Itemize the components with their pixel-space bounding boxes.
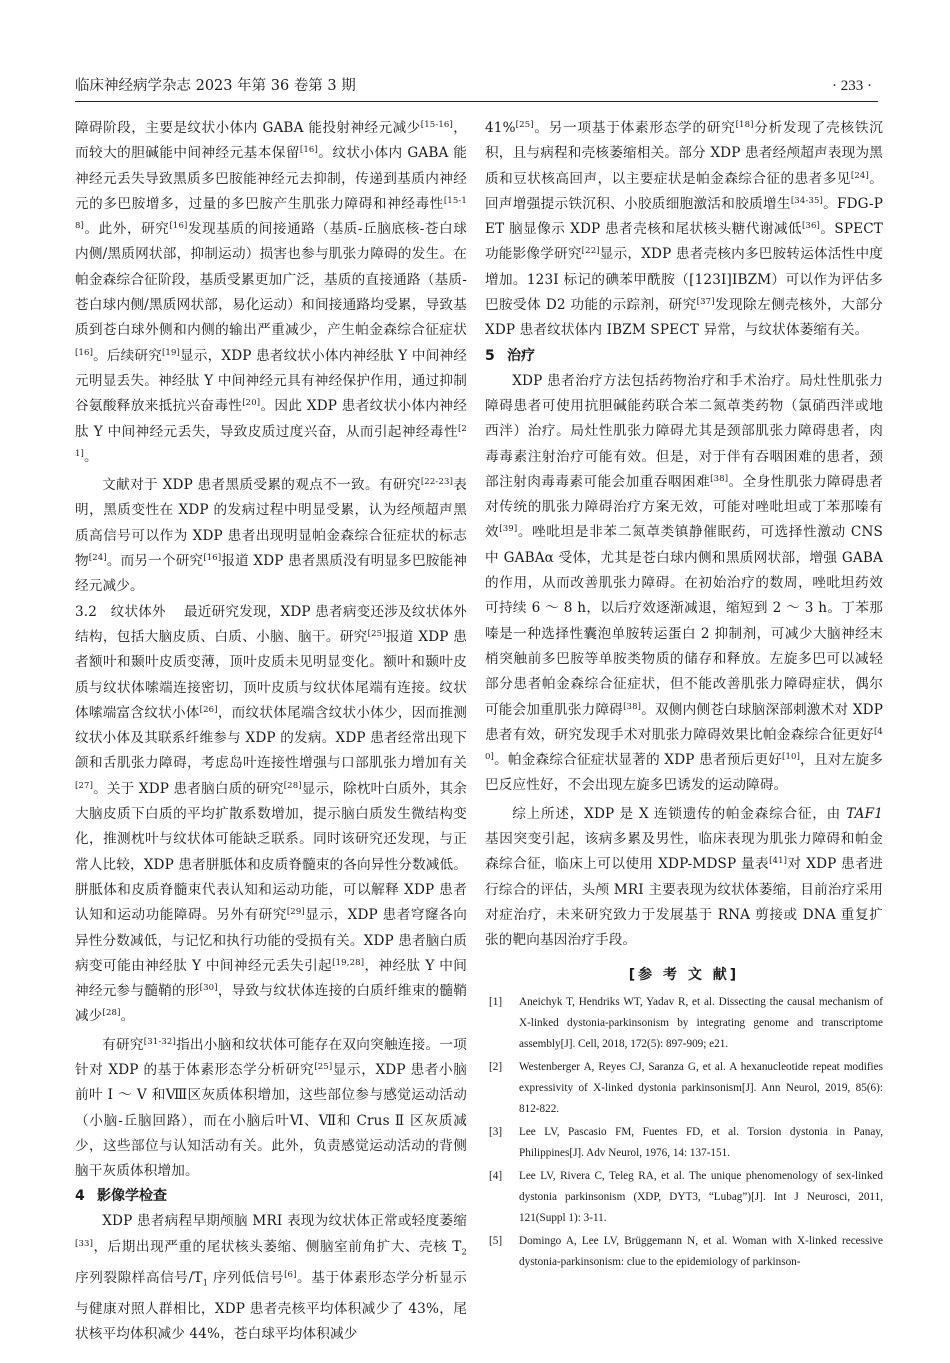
citation: [38] xyxy=(710,473,729,484)
reference-item: [3] Lee LV, Pascasio FM, Fuentes FD, et al. Torsion dystonia in Panay, Philippines[J]. Adv Neurol, 1976, 14: 137-151. xyxy=(489,1125,883,1159)
paragraph: XDP 患者病程早期颅脑 MRI 表现为纹状体正常或轻度萎缩[33]，后期出现严重的尾状核头萎缩、侧脑室前角扩大、壳核 $T_2$ 序列裂隙样高信号$/T_1$ 序列低信号[6]。基于体素形态学分析显示与健康对照人群相比，XDP 患者壳核平均体积减少了 43%，尾状核平均体积减少 44%，苍白球平均体积减少 xyxy=(75,1213,467,1343)
citation: [10] xyxy=(782,752,801,763)
citation: [25] xyxy=(515,120,534,130)
citation: [24] xyxy=(88,553,107,564)
citation: [38] xyxy=(623,701,642,712)
citation: [31-32] xyxy=(143,1036,176,1047)
paragraph: XDP 患者治疗方法包括药物治疗和手术治疗。局灶性肌张力障碍患者可使用抗胆碱能药联合苯二氮䓬类药物（氯硝西泮或地西泮）治疗。局灶性肌张力障碍尤其是颈部肌张力障碍患者，肉毒毒素注射治疗可能有效。但是，对于伴有吞咽困难的患者，颈部注射肉毒毒素可能会加重吞咽困难[38]。全身性肌张力障碍患者对传统的肌张力障碍治疗方案无效，可能对唑吡坦或丁苯那嗪有效[39]。唑吡坦是非苯二氮䓬类镇静催眠药，可选择性激动 CNS 中 GABAα 受体，尤其是苍白球内侧和黑质网状部，增强 GABA 的作用，从而改善肌张力障碍。在初始治疗的数周，唑吡坦药效可持续 6 ～ 8 h，以后疗效逐渐减退，缩短到 2 ～ 3 h。丁苯那嗪是一种选择性囊泡单胺转运蛋白 2 抑制剂，可减少大脑神经末梢突触前多巴胺等单胺类物质的储存和释放。左旋多巴可以减轻部分患者帕金森综合征症状，但不能改善肌张力障碍症状，偶尔可能会加重肌张力障碍[38]。双侧内侧苍白球脑深部刺激术对 XDP 患者有效，研究发现手术对肌张力障碍效果比帕金森综合征更好[40]。帕金森综合征症状显著的 XDP 患者预后更好[10]，且对左旋多巴反应性好，不会出现左旋多巴诱发的运动障碍。 xyxy=(485,372,883,794)
reference-item: [1] Aneichyk T, Hendriks WT, Yadav R, et al. Dissecting the causal mechanism of X-linked dystonia-parkinsonism by integrating genome and transcriptome assembly[J]. Cell, 2018, 172(5): 897-909; e21. xyxy=(489,995,883,1050)
citation: [26] xyxy=(199,704,218,715)
reference-list xyxy=(485,992,883,1273)
citation: [21] xyxy=(75,423,467,459)
citation: [20] xyxy=(242,398,261,409)
citation: [24] xyxy=(850,170,869,181)
citation: [40] xyxy=(485,726,883,763)
paragraph: 文献对于 XDP 患者黑质受累的观点不一致。有研究[22-23]表明，黑质变性在 XDP 的发病过程中明显受累，认为经颅超声黑质高信号可以作为 XDP 患者出现明显帕金森综合征症状的标志物[24]。而另一个研究[16]报道 XDP 患者黑质没有明显多巴胺能神经元减少。 xyxy=(75,477,467,595)
citation: [41] xyxy=(769,856,788,867)
citation: [37] xyxy=(696,297,715,308)
right-column xyxy=(485,116,883,1275)
citation: [30] xyxy=(199,983,218,994)
citation: [28] xyxy=(102,1008,121,1019)
journal-title: 临床神经病学杂志 2023 年第 36 卷第 3 期 xyxy=(75,78,356,94)
reference-item: [2] Westenberger A, Reyes CJ, Saranza G, et al. A hexanucleotide repeat modifies expressivity of X-linked dystonia parkinsonism[J]. Ann Neurol, 2019, 85(6): 812-822. xyxy=(489,1060,883,1115)
citation: [15-16] xyxy=(420,120,453,130)
paragraph: 有研究[31-32]指出小脑和纹状体可能存在双向突触连接。一项针对 XDP 的基于体素形态学分析研究[25]显示，XDP 患者小脑前叶 Ⅰ ～ Ⅴ 和Ⅷ区灰质体积增加，这些部位参与感觉运动活动（小脑-丘脑回路），而在小脑后叶Ⅵ、Ⅶ和 Crus Ⅱ 区灰质减少，这些部位与认知活动有关。此外，负责感觉运动活动的背侧脑干灰质体积增加。 xyxy=(75,1036,467,1180)
paragraph: 障碍阶段，主要是纹状小体内 GABA 能投射神经元减少[15-16]，而较大的胆碱能中间神经元基本保留[16]。纹状小体内 GABA 能神经元丢失导致黑质多巴胺能神经元去抑制，传递到基质内神经元的多巴胺增多，过量的多巴胺产生肌张力障碍和神经毒性[15-18]。此外，研究[16]发现基质的间接通路（基质-丘脑底核-苍白球内侧/黑质网状部，抑制运动）损害也参与肌张力障碍的发生。在帕金森综合征阶段，基质受累更加广泛，基质的直接通路（基质-苍白球内侧/黑质网状部，易化运动）和间接通路均受累，导致基质到苍白球外侧和内侧的输出严重减少，产生帕金森综合征症状[16]。后续研究[19]显示，XDP 患者纹状小体内神经肽 Y 中间神经元明显丢失。神经肽 Y 中间神经元具有神经保护作用，通过抑制谷氨酸释放来抵抗兴奋毒性[20]。因此 XDP 患者纹状小体内神经肽 Y 中间神经元丢失，导致皮质过度兴奋，从而引起神经毒性[21]。 xyxy=(75,120,467,465)
page-number: · 233 · xyxy=(832,78,872,94)
citation: [36] xyxy=(801,221,821,232)
citation: [22-23] xyxy=(420,477,454,488)
citation: [34-35] xyxy=(790,195,823,206)
citation: [19] xyxy=(161,347,181,358)
citation: [22] xyxy=(581,246,600,257)
section-title: 纹状体外 xyxy=(110,603,166,620)
section-heading-4: 4 影像学检查 xyxy=(75,1188,167,1205)
citation: [33] xyxy=(75,1238,94,1249)
citation: [25] xyxy=(367,628,386,639)
citation: [25] xyxy=(314,1061,333,1072)
citation: [16] xyxy=(203,553,222,564)
left-column xyxy=(75,116,467,1347)
section-number: 3.2 xyxy=(75,603,98,620)
citation: [18] xyxy=(735,120,754,130)
citation: [39] xyxy=(499,524,518,535)
citation: [16] xyxy=(75,347,94,358)
paragraph: 综上所述，XDP 是 X 连锁遗传的帕金森综合征，由 TAF1 基因突变引起，该病多累及男性，临床表现为肌张力障碍和帕金森综合征，临床上可以使用 XDP-MDSP 量表[41]对 XDP 患者进行综合的评估，头颅 MRI 主要表现为纹状体萎缩，目前治疗采用对症治疗，未来研究致力于发展基于 RNA 剪接或 DNA 重复扩张的靶向基因治疗手段。 xyxy=(485,805,884,949)
paragraph: 41%[25]。另一项基于体素形态学的研究[18]分析发现了壳核铁沉积，且与病程和壳核萎缩相关。部分 XDP 患者经颅超声表现为黑质和豆状核高回声，以主要症状是帕金森综合征的患者多见[24]。回声增强提示铁沉积、小胶质细胞激活和胶质增生[34-35]。FDG-PET 脑显像示 XDP 患者壳核和尾状核头糖代谢减低[36]。SPECT 功能影像学研究[22]显示，XDP 患者壳核内多巴胺转运体活性中度增加。123I 标记的碘苯甲酰胺（[123I]IBZM）可以作为评估多巴胺受体 D2 功能的示踪剂，研究[37]发现除左侧壳核外，大部分 XDP 患者纹状体内 IBZM SPECT 异常，与纹状体萎缩有关。 xyxy=(485,120,883,339)
citation: [27] xyxy=(75,780,94,791)
citation: [29] xyxy=(286,907,305,918)
reference-item: [5] Domingo A, Lee LV, Brüggemann N, et al. Woman with X-linked recessive dystonia-parkinsonism: clue to the epidemiology of parkinson- xyxy=(489,1234,883,1268)
citation: [16] xyxy=(169,221,188,232)
citation: [15-18] xyxy=(75,195,467,232)
section-heading-5: 5 治疗 xyxy=(485,347,535,364)
citation: [6] xyxy=(284,1269,297,1280)
reference-item: [4] Lee LV, Rivera C, Teleg RA, et al. The unique phenomenology of sex-linked dystonia parkinsonism (XDP, DYT3, “Lubag”)[J]. Int J Neurosci, 2011, 121(Suppl 1): 3-11. xyxy=(489,1169,883,1224)
citation: [16] xyxy=(299,145,318,156)
references-title: [参 考 文 献] xyxy=(628,966,740,983)
gene-name: TAF1 xyxy=(846,805,883,822)
citation: [19,28] xyxy=(332,957,365,968)
page-header xyxy=(75,74,878,102)
citation: [28] xyxy=(283,780,302,791)
section-3-2: 3.2 纹状体外 最近研究发现，XDP 患者病变还涉及纹状体外结构，包括大脑皮质、白质、小脑、脑干。研究[25]报道 XDP 患者额叶和颞叶皮质变薄，顶叶皮质未见明显变化。额叶和颞叶皮质与纹状体嗦端连接密切，顶叶皮质与纹状体尾端有连接。纹状体嗦端富含纹状小体[26]，而纹状体尾端含纹状小体少，因而推测纹状小体及其联系纤维参与 XDP 的发病。XDP 患者经常出现下颌和舌肌张力障碍，考虑岛叶连接性增强与口部肌张力增加有关[27]。关于 XDP 患者脑白质的研究[28]显示，除枕叶白质外，其余大脑皮质下白质的平均扩散系数增加，提示脑白质发生微结构变化，推测枕叶与纹状体可能缺乏联系。同时该研究还发现，与正常人比较，XDP 患者胼胝体和皮质脊髓束的各向异性分数减低。胼胝体和皮质脊髓束代表认知和运动功能，可以解释 XDP 患者认知和运动功能障碍。另外有研究[29]显示，XDP 患者穹窿各向异性分数减低，与记忆和执行功能的受损有关。XDP 患者脑白质病变可能由神经肽 Y 中间神经元丢失引起[19,28]，神经肽 Y 中间神经元参与髓鞘的形[30]，导致与纹状体连接的白质纤维束的髓鞘减少[28]。 xyxy=(75,603,468,1025)
